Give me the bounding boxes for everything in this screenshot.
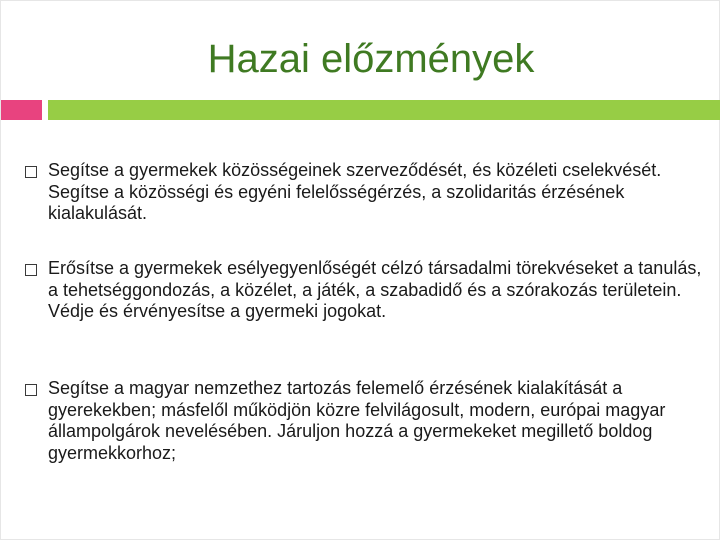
bullet-list [1,1,720,541]
square-bullet-icon [25,264,37,276]
bullet-text: Segítse a gyermekek közösségeinek szerveződését, és közéleti cselekvését. Segítse a közösségi és egyéni felelősségérzés, a szolidaritás érzésének kialakulását. [48,160,662,223]
bullet-text: Segítse a magyar nemzethez tartozás felemelő érzésének kialakítását a gyerekekben; másfelől működjön közre felvilágosult, modern, európai magyar állampolgárok nevelésében. Járuljon hozzá a gyermekeket megillető boldog gyermekkorhoz; [48,378,666,463]
bullet-text: Erősítse a gyermekek esélyegyenlőségét célzó társadalmi törekvéseket a tanulás, a tehetséggondozás, a közélet, a játék, a szabadidő és a szórakozás területein. Védje és érvényesítse a gyermeki jogokat. [48,258,702,321]
square-bullet-icon [25,384,37,396]
slide-title: Hazai előzmények [207,37,535,81]
square-bullet-icon [25,166,37,178]
